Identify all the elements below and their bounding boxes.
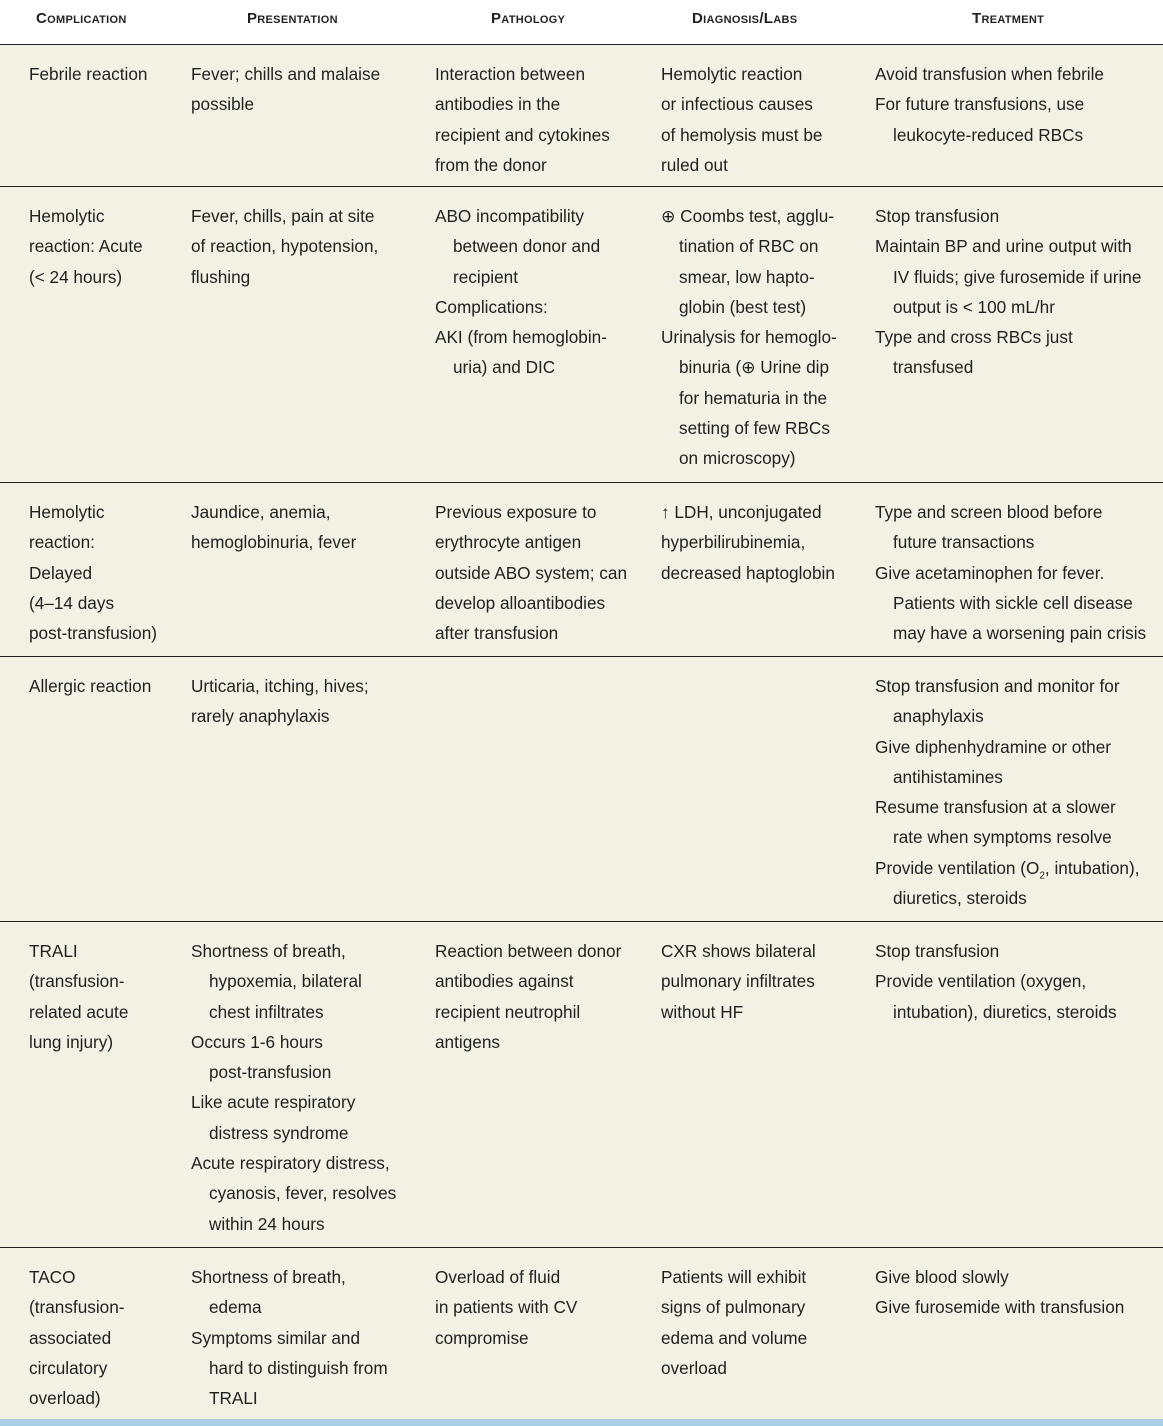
cell-line: Hemolytic <box>29 502 105 522</box>
cell-line: Urinalysis for hemoglo- <box>661 327 837 348</box>
header-presentation: Presentation <box>247 10 338 27</box>
cell-line: (4–14 days <box>29 592 115 613</box>
cell-line: edema and volume <box>661 1327 808 1348</box>
table-header <box>0 0 1163 45</box>
cell-line: decreased haptoglobin <box>661 562 835 583</box>
cell-line: erythrocyte antigen <box>435 532 582 553</box>
complication-cell <box>29 497 179 648</box>
cell-line: Delayed <box>29 562 93 583</box>
cell-line: related acute <box>29 1001 129 1022</box>
header-pathology: Pathology <box>491 10 566 27</box>
cell-line: cyanosis, fever, resolves <box>209 1183 397 1204</box>
pathology-cell <box>435 201 650 383</box>
treatment-cell <box>875 497 1160 648</box>
presentation-cell <box>191 936 423 1239</box>
cell-line: Avoid transfusion when febrile <box>875 64 1104 84</box>
cell-line: rate when symptoms resolve <box>893 827 1112 848</box>
cell-line: Febrile reaction <box>29 64 148 84</box>
cell-line: without HF <box>661 1001 744 1022</box>
cell-line: Like acute respiratory <box>191 1092 356 1113</box>
pathology-cell <box>435 936 650 1057</box>
cell-line: ABO incompatibility <box>435 206 585 226</box>
cell-line: antibodies in the <box>435 94 561 115</box>
cell-line: hypoxemia, bilateral <box>209 971 362 992</box>
treatment-cell <box>875 201 1160 383</box>
presentation-cell <box>191 59 423 120</box>
cell-line: future transactions <box>893 532 1035 553</box>
cell-line: output is < 100 mL/hr <box>893 296 1055 317</box>
cell-line: of reaction, hypotension, <box>191 236 379 257</box>
cell-line: binuria (⊕ Urine dip <box>679 357 830 378</box>
cell-line: antigens <box>435 1031 500 1052</box>
cell-line: antihistamines <box>893 766 1003 787</box>
cell-line: Urticaria, itching, hives; <box>191 676 369 696</box>
cell-line: lung injury) <box>29 1031 114 1052</box>
diagnosis-cell <box>661 59 861 180</box>
cell-line: Jaundice, anemia, <box>191 502 331 522</box>
complication-cell <box>29 671 179 701</box>
cell-line: or infectious causes <box>661 94 813 115</box>
cell-line: overload) <box>29 1388 101 1409</box>
complication-cell <box>29 201 179 292</box>
cell-line: Stop transfusion <box>875 941 1000 961</box>
cell-line: antibodies against <box>435 971 574 992</box>
pathology-cell <box>435 59 650 180</box>
cell-line: possible <box>191 94 255 115</box>
cell-line: chest infiltrates <box>209 1001 324 1022</box>
header-diagnosis-labs: Diagnosis/Labs <box>692 10 798 27</box>
cell-line: diuretics, steroids <box>893 888 1027 909</box>
cell-line: Interaction between <box>435 64 586 84</box>
cell-line: Type and screen blood before <box>875 502 1103 522</box>
cell-line: Shortness of breath, <box>191 941 346 961</box>
cell-line: Complications: <box>435 296 548 317</box>
cell-line: compromise <box>435 1327 529 1348</box>
table-body <box>0 45 1163 1423</box>
treatment-cell <box>875 1262 1160 1323</box>
cell-line: flushing <box>191 266 251 287</box>
cell-line: after transfusion <box>435 623 559 644</box>
cell-line: within 24 hours <box>209 1213 325 1234</box>
cell-line: smear, low hapto- <box>679 266 815 287</box>
cell-line: pulmonary infiltrates <box>661 971 815 992</box>
cell-line: Resume transfusion at a slower <box>875 797 1116 818</box>
complication-cell <box>29 936 179 1057</box>
cell-line: For future transfusions, use <box>875 94 1085 115</box>
diagnosis-cell <box>661 497 861 588</box>
cell-line: uria) and DIC <box>453 357 556 378</box>
cell-line: Give blood slowly <box>875 1267 1009 1287</box>
cell-line: AKI (from hemoglobin- <box>435 327 607 348</box>
cell-line: Patients will exhibit <box>661 1267 807 1287</box>
cell-line: Hemolytic reaction <box>661 64 803 84</box>
presentation-cell <box>191 671 423 732</box>
cell-line: from the donor <box>435 154 547 175</box>
cell-line: IV fluids; give furosemide if urine <box>893 266 1142 287</box>
cell-line: post-transfusion <box>209 1062 332 1083</box>
cell-line: Fever; chills and malaise <box>191 64 381 84</box>
cell-line: Maintain BP and urine output with <box>875 236 1132 257</box>
cell-line: between donor and <box>453 236 601 257</box>
cell-line: Overload of fluid <box>435 1267 561 1287</box>
cell-line: TRALI <box>209 1388 258 1409</box>
cell-line: (< 24 hours) <box>29 266 123 287</box>
cell-line: for hematuria in the <box>679 387 828 408</box>
header-treatment: Treatment <box>972 10 1045 27</box>
cell-line: Shortness of breath, <box>191 1267 346 1287</box>
cell-line: tination of RBC on <box>679 236 819 257</box>
diagnosis-cell <box>661 201 861 474</box>
cell-line: Previous exposure to <box>435 502 597 522</box>
cell-line: on microscopy) <box>679 448 796 469</box>
cell-line: recipient neutrophil <box>435 1001 581 1022</box>
cell-line: edema <box>209 1297 262 1318</box>
cell-line: ⊕ Coombs test, agglu- <box>661 206 834 226</box>
cell-line: anaphylaxis <box>893 706 984 727</box>
cell-line: setting of few RBCs <box>679 418 830 439</box>
cell-line: hyperbilirubinemia, <box>661 532 806 553</box>
cell-line: Fever, chills, pain at site <box>191 206 375 226</box>
cell-line: Patients with sickle cell disease <box>893 592 1133 613</box>
cell-line: recipient <box>453 266 518 287</box>
cell-line: hard to distinguish from <box>209 1357 388 1378</box>
cell-line: associated <box>29 1327 112 1348</box>
cell-line: Symptoms similar and <box>191 1327 361 1348</box>
presentation-cell <box>191 497 423 558</box>
complication-cell <box>29 59 179 89</box>
table-row <box>0 45 1163 187</box>
cell-line: of hemolysis must be <box>661 124 823 145</box>
cell-line: overload <box>661 1357 727 1378</box>
cell-line: Hemolytic <box>29 206 105 226</box>
cell-line: Type and cross RBCs just <box>875 327 1073 348</box>
cell-line: circulatory <box>29 1357 108 1378</box>
cell-line: may have a worsening pain crisis <box>893 623 1147 644</box>
cell-line: globin (best test) <box>679 296 807 317</box>
pathology-cell <box>435 1262 650 1353</box>
cell-line: ruled out <box>661 154 728 175</box>
cell-line: leukocyte-reduced RBCs <box>893 124 1084 145</box>
table-row <box>0 483 1163 657</box>
cell-line: Stop transfusion and monitor for <box>875 676 1120 696</box>
table-row <box>0 657 1163 922</box>
cell-line: TACO <box>29 1267 76 1287</box>
diagnosis-cell <box>661 1262 861 1383</box>
cell-line: CXR shows bilateral <box>661 941 816 961</box>
cell-line: distress syndrome <box>209 1122 349 1143</box>
cell-line: in patients with CV <box>435 1297 578 1318</box>
cell-line: intubation), diuretics, steroids <box>893 1001 1117 1022</box>
cell-line: Provide ventilation ($O_2$, intubation), <box>875 857 1140 882</box>
cell-line: ↑ LDH, unconjugated <box>661 502 822 522</box>
cell-line: TRALI <box>29 941 78 961</box>
cell-line: Stop transfusion <box>875 206 1000 226</box>
cell-line: Acute respiratory distress, <box>191 1153 390 1174</box>
table-row <box>0 922 1163 1248</box>
cell-line: Give furosemide with transfusion <box>875 1297 1125 1318</box>
cell-line: Allergic reaction <box>29 676 152 696</box>
cell-line: reaction: Acute <box>29 236 143 257</box>
presentation-cell <box>191 1262 423 1413</box>
presentation-cell <box>191 201 423 292</box>
treatment-cell <box>875 59 1160 150</box>
cell-line: Give acetaminophen for fever. <box>875 562 1105 583</box>
cell-line: recipient and cytokines <box>435 124 610 145</box>
treatment-cell <box>875 936 1160 1027</box>
bottom-rule <box>0 1419 1163 1426</box>
cell-line: rarely anaphylaxis <box>191 706 330 727</box>
cell-line: Give diphenhydramine or other <box>875 736 1111 757</box>
table-row <box>0 187 1163 483</box>
subscript: 2 <box>1039 870 1045 882</box>
cell-line: (transfusion- <box>29 971 125 992</box>
complication-cell <box>29 1262 179 1413</box>
pathology-cell <box>435 497 650 648</box>
diagnosis-cell <box>661 936 861 1027</box>
header-complication: Complication <box>36 10 127 27</box>
cell-line: post-transfusion) <box>29 623 158 644</box>
cell-line: reaction: <box>29 532 95 553</box>
cell-line: signs of pulmonary <box>661 1297 806 1318</box>
cell-line: transfused <box>893 357 974 378</box>
cell-line: Occurs 1-6 hours <box>191 1031 323 1052</box>
cell-line: Provide ventilation (oxygen, <box>875 971 1087 992</box>
cell-line: outside ABO system; can <box>435 562 628 583</box>
table-row <box>0 1248 1163 1423</box>
cell-line: (transfusion- <box>29 1297 125 1318</box>
cell-line: hemoglobinuria, fever <box>191 532 357 553</box>
cell-line: develop alloantibodies <box>435 592 606 613</box>
cell-line: Reaction between donor <box>435 941 622 961</box>
treatment-cell <box>875 671 1160 913</box>
